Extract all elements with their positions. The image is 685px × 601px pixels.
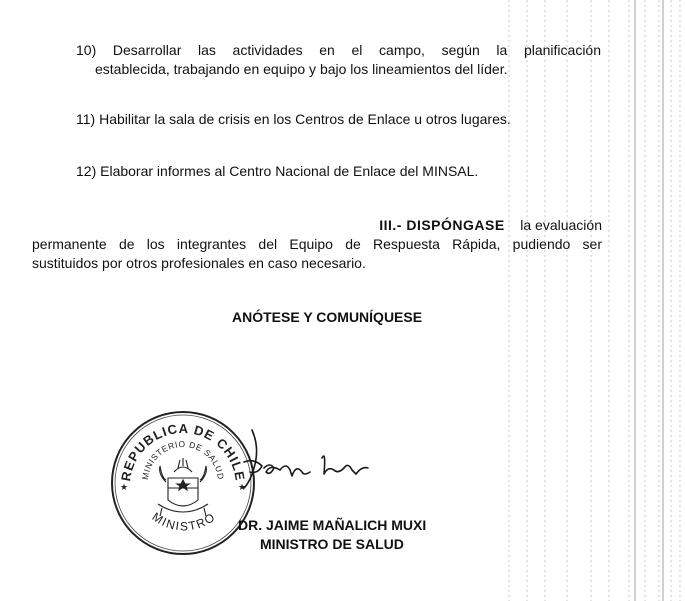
svg-text:MINISTERIO DE SALUD: MINISTERIO DE SALUD <box>139 438 227 481</box>
list-item-11 <box>76 110 566 129</box>
item-text-line1: Desarrollar las actividades en el campo, según la planificación <box>112 42 601 58</box>
signer-name: DR. JAIME MAÑALICH MUXI <box>238 517 427 533</box>
section-line1-text: la evaluación <box>520 217 602 233</box>
list-item-10 <box>76 41 601 79</box>
scan-artifact-lines <box>505 0 685 601</box>
signer-block <box>238 516 426 554</box>
svg-text:★: ★ <box>238 482 247 492</box>
section-line3: sustituidos por otros profesionales en caso necesario. <box>32 255 366 271</box>
section-heading: III.- DISPÓNGASE <box>379 217 505 233</box>
section-iii-paragraph <box>32 216 602 273</box>
item-text: Habilitar la sala de crisis en los Centros de Enlace u otros lugares. <box>99 111 511 127</box>
handwritten-signature <box>240 428 380 498</box>
section-line2: permanente de los integrantes del Equipo de Respuesta Rápida, pudiendo ser <box>32 236 602 252</box>
list-item-12 <box>76 162 566 181</box>
closing-formula: ANÓTESE Y COMUNÍQUESE <box>232 309 423 325</box>
item-number: 12) <box>76 163 97 179</box>
svg-text:REPUBLICA DE CHILE: REPUBLICA DE CHILE <box>118 420 248 483</box>
item-text-line2: establecida, trabajando en equipo y bajo los lineamientos del líder. <box>95 61 508 77</box>
ministry-seal <box>108 408 258 558</box>
svg-text:MINISTRO: MINISTRO <box>149 509 219 534</box>
signer-title: MINISTRO DE SALUD <box>260 536 404 552</box>
svg-text:★: ★ <box>120 482 129 492</box>
item-number: 11) <box>76 111 96 127</box>
item-number: 10) <box>76 42 97 58</box>
item-text: Elaborar informes al Centro Nacional de Enlace del MINSAL. <box>100 163 479 179</box>
